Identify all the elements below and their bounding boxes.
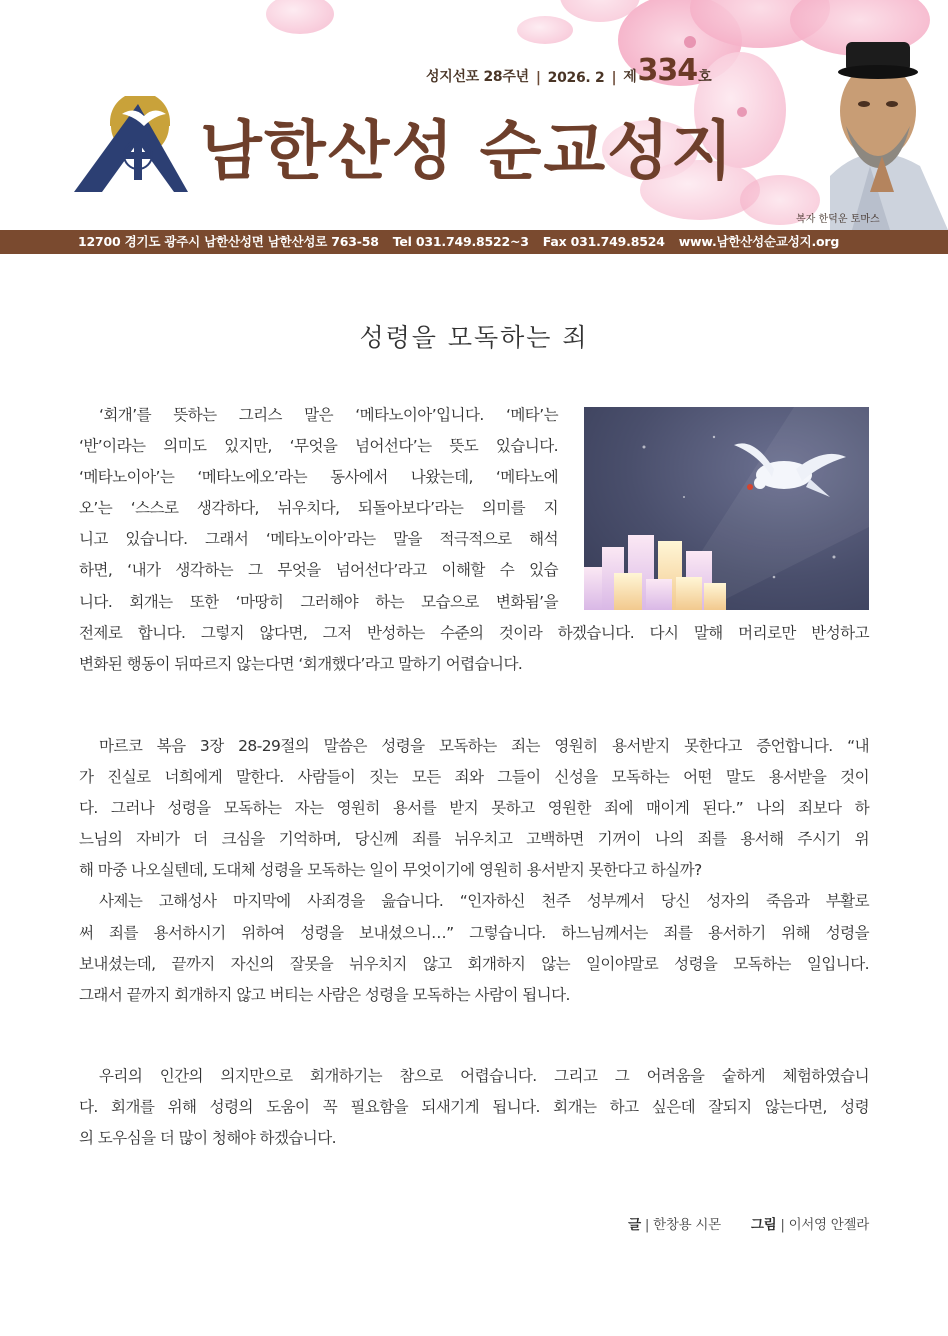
text-line: 해 마중 나오실텐데, 도대체 성령을 모독하는 일이 무엇이기에 영원히 용서받지 못한다고 하실까? xyxy=(79,861,702,880)
issue-prefix: 제 xyxy=(623,69,637,85)
issue-date: 2026. 2 xyxy=(547,70,605,86)
issue-line xyxy=(426,50,711,86)
text-line: 마르코 복음 3장 28-29절의 말씀은 성령을 모독하는 죄는 영원히 용서받지 못한다고 증언합니다. “내 xyxy=(99,737,869,755)
paragraph-conclusion xyxy=(79,1061,869,1154)
paragraph-metanoia xyxy=(79,400,869,680)
issue-campaign: 성지선포 28주년 xyxy=(426,69,529,85)
artist-name: 이서영 안젤라 xyxy=(788,1217,869,1233)
text-line: 오’는 ‘스스로 생각하다, 뉘우치다, 되돌아보다’라는 의미를 지 xyxy=(79,499,558,518)
text-line: 우리의 인간의 의지만으로 회개하기는 참으로 어렵습니다. 그리고 그 어려움을 숱하게 체험하였습니 xyxy=(99,1067,869,1085)
masthead xyxy=(0,0,948,230)
text-line: 사제는 고해성사 마지막에 사죄경을 읊습니다. “인자하신 천주 성부께서 당신 성자의 죽음과 부활로 xyxy=(99,892,869,911)
text-line: 느님의 자비가 더 크심을 기억하며, 당신께 죄를 뉘우치고 고백하면 기꺼이 나의 죄를 용서해 주시기 위 xyxy=(79,830,869,849)
telephone: Tel 031.749.8522~3 xyxy=(392,234,529,249)
martyr-portrait xyxy=(790,16,948,230)
artist-label: 그림 xyxy=(750,1217,777,1233)
text-line: 써 죄를 용서하시기 위하여 성령을 보내셨으니…” 그렇습니다. 하느님께서는 죄를 용서하기 위해 성령을 xyxy=(79,923,869,942)
text-line: ‘회개’를 뜻하는 그리스 말은 ‘메타노이아’입니다. ‘메타’는 xyxy=(99,406,558,424)
paragraph-mark-gospel xyxy=(79,731,869,1011)
text-line: 다. 그러나 성령을 모독하는 자는 영원히 용서를 받지 못하고 영원한 죄에 매이게 된다.” 나의 죄보다 하 xyxy=(79,799,870,818)
issue-number: 334 xyxy=(637,53,698,88)
text-line: 가 진실로 너희에게 말한다. 사람들이 짓는 모든 죄와 그들이 신성을 모독하는 어떤 말도 용서받을 것이 xyxy=(79,768,869,787)
text-line: 변화된 행동이 뒤따르지 않는다면 ‘회개했다’라고 말하기 어렵습니다. xyxy=(79,654,523,673)
text-line: ‘메타노이아’는 ‘메타노에오’라는 동사에서 나왔는데, ‘메타노에 xyxy=(79,468,558,487)
fax: Fax 031.749.8524 xyxy=(542,234,665,249)
postal-address: 12700 경기도 광주시 남한산성면 남한산성로 763-58 xyxy=(78,234,379,249)
article-title: 성령을 모독하는 죄 xyxy=(359,323,589,352)
text-line: 니고 있습니다. 그래서 ‘메타노이아’라는 말을 적극적으로 해석 xyxy=(79,530,558,549)
issue-separator: | xyxy=(611,70,617,86)
issue-separator: | xyxy=(535,70,541,86)
publication-title: 남한산성 순교성지 xyxy=(200,115,735,189)
credit-separator: | xyxy=(780,1217,785,1233)
text-line: 전제로 합니다. 그렇지 않다면, 그저 반성하는 수준의 것이라 하겠습니다. 다시 말해 머리로만 반성하고 xyxy=(79,623,869,642)
writer-name: 한창용 시몬 xyxy=(653,1217,721,1233)
text-line: 다. 회개를 위해 성령의 도움이 꼭 필요함을 되새기게 됩니다. 회개는 하고 싶은데 잘되지 않는다면, 성령 xyxy=(79,1098,869,1117)
portrait-caption: 복자 한덕운 토마스 xyxy=(796,214,880,225)
text-line: 의 도우심을 더 많이 청해야 하겠습니다. xyxy=(79,1129,337,1148)
text-line: 하면, ‘내가 생각하는 그 무엇을 넘어선다’라고 이해할 수 있습 xyxy=(79,561,558,580)
address-bar xyxy=(0,230,948,254)
text-line: 그래서 끝까지 회개하지 않고 버티는 사람은 성령을 모독하는 사람이 됩니다. xyxy=(79,985,570,1004)
text-line: ‘반’이라는 의미도 있지만, ‘무엇을 넘어선다’는 뜻도 있습니다. xyxy=(79,437,558,456)
website-link[interactable]: www.남한산성순교성지.org xyxy=(678,234,840,249)
text-line: 니다. 회개는 또한 ‘마땅히 그러해야 하는 모습으로 변화됨’을 xyxy=(79,592,558,611)
credits xyxy=(628,1213,869,1233)
credit-separator: | xyxy=(644,1217,650,1233)
shrine-logo-icon xyxy=(72,96,190,196)
text-line: 보내셨는데, 끝까지 자신의 잘못을 뉘우치지 않고 회개하지 않는 일이야말로 성령을 모독하는 일입니다. xyxy=(79,954,869,973)
issue-suffix: 호 xyxy=(698,69,712,85)
writer-label: 글 xyxy=(628,1217,641,1233)
